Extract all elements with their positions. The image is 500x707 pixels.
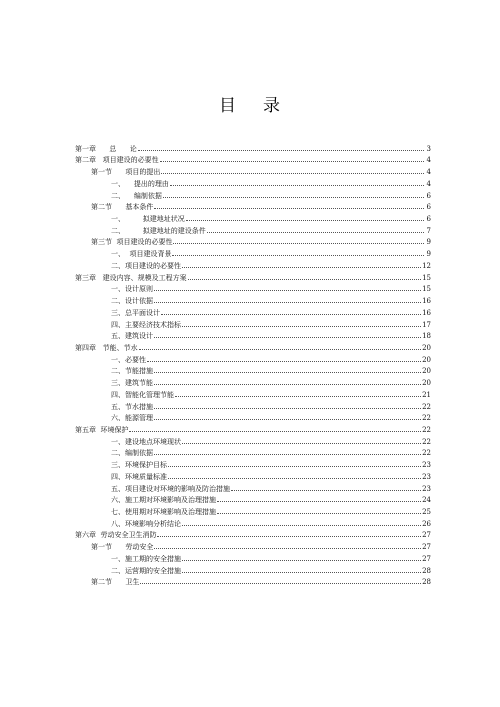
toc-entry-label: 第三节 项目建设的必要性 — [91, 238, 173, 247]
toc-entry-label: 第二节 卫生 — [91, 578, 140, 587]
toc-entry[interactable] — [75, 457, 431, 469]
toc-entry[interactable] — [75, 399, 431, 411]
toc-leader-dots — [154, 383, 421, 385]
table-of-contents — [75, 141, 431, 586]
toc-entry-page-number: 18 — [422, 332, 431, 341]
toc-entry[interactable] — [75, 411, 431, 423]
toc-entry-page-number: 21 — [422, 390, 431, 399]
toc-entry-label: 五、建筑设计 — [111, 332, 153, 341]
toc-entry-page-number: 16 — [422, 308, 431, 317]
toc-entry-label: 四、智能化管理节能 — [111, 390, 174, 399]
toc-entry[interactable] — [75, 528, 431, 540]
toc-entry-page-number: 16 — [422, 297, 431, 306]
toc-entry-page-number: 27 — [422, 543, 431, 552]
toc-entry[interactable] — [75, 375, 431, 387]
toc-leader-dots — [154, 407, 421, 409]
toc-entry[interactable] — [75, 352, 431, 364]
toc-leader-dots — [154, 289, 421, 291]
toc-entry[interactable] — [75, 446, 431, 458]
toc-leader-dots — [154, 371, 421, 373]
toc-entry-label: 一、建设地点环境现状 — [111, 437, 181, 446]
toc-entry-label: 四、主要经济技术指标 — [111, 320, 181, 329]
toc-entry[interactable] — [75, 141, 431, 153]
toc-entry-label: 一、施工期的安全措施 — [111, 554, 181, 563]
toc-entry-page-number: 27 — [422, 531, 431, 540]
toc-entry-page-number: 22 — [422, 402, 431, 411]
title-char-left: 目 — [219, 96, 237, 116]
toc-entry-page-number: 6 — [426, 203, 431, 212]
toc-leader-dots — [182, 571, 421, 573]
toc-entry-page-number: 7 — [426, 226, 431, 235]
toc-entry-page-number: 12 — [422, 261, 431, 270]
toc-entry[interactable] — [75, 211, 431, 223]
toc-entry-page-number: 22 — [422, 449, 431, 458]
toc-leader-dots — [186, 219, 424, 221]
toc-leader-dots — [154, 336, 421, 338]
toc-leader-dots — [147, 360, 421, 362]
toc-entry-page-number: 9 — [426, 250, 431, 259]
toc-leader-dots — [157, 535, 421, 537]
toc-entry-label: 八、环境影响分析结论 — [111, 519, 181, 528]
toc-entry-page-number: 9 — [426, 238, 431, 247]
toc-leader-dots — [170, 184, 424, 186]
toc-entry-page-number: 15 — [422, 285, 431, 294]
toc-entry-page-number: 23 — [422, 484, 431, 493]
toc-leader-dots — [173, 242, 424, 244]
toc-leader-dots — [154, 418, 421, 420]
toc-entry-label: 三、总平面设计 — [111, 308, 160, 317]
toc-entry[interactable] — [75, 235, 431, 247]
toc-entry-page-number: 6 — [426, 191, 431, 200]
toc-entry-label: 第一节 劳动安全 — [91, 543, 154, 552]
toc-entry-label: 第四章 节能、节水 — [75, 343, 138, 352]
toc-leader-dots — [168, 465, 421, 467]
toc-leader-dots — [182, 524, 421, 526]
toc-entry-page-number: 22 — [422, 414, 431, 423]
toc-entry-page-number: 17 — [422, 320, 431, 329]
toc-entry-label: 第一节 项目的提出 — [91, 168, 161, 177]
toc-entry-page-number: 20 — [422, 355, 431, 364]
toc-entry-label: 二、节能措施 — [111, 367, 153, 376]
toc-entry-page-number: 15 — [422, 273, 431, 282]
toc-entry[interactable] — [75, 469, 431, 481]
toc-leader-dots — [188, 278, 421, 280]
toc-leader-dots — [154, 453, 421, 455]
toc-leader-dots — [168, 477, 421, 479]
toc-leader-dots — [163, 196, 424, 198]
toc-leader-dots — [217, 512, 421, 514]
toc-leader-dots — [129, 430, 421, 432]
toc-entry-label: 三、建筑节能 — [111, 379, 153, 388]
toc-leader-dots — [139, 348, 421, 350]
toc-leader-dots — [161, 313, 421, 315]
toc-leader-dots — [217, 500, 421, 502]
toc-entry[interactable] — [75, 293, 431, 305]
toc-entry[interactable] — [75, 481, 431, 493]
toc-entry-label: 第二章 项目建设的必要性 — [75, 156, 159, 165]
toc-leader-dots — [154, 207, 424, 209]
toc-entry-label: 一、必要性 — [111, 355, 146, 364]
toc-entry-label: 第一章 总 论 — [75, 144, 137, 153]
toc-entry[interactable] — [75, 340, 431, 352]
toc-entry[interactable] — [75, 246, 431, 258]
toc-entry[interactable] — [75, 516, 431, 528]
toc-entry[interactable] — [75, 434, 431, 446]
toc-entry-page-number: 20 — [422, 379, 431, 388]
toc-entry[interactable] — [75, 422, 431, 434]
toc-entry-page-number: 26 — [422, 519, 431, 528]
toc-entry-label: 六、施工期对环境影响及治理措施 — [111, 496, 216, 505]
toc-entry-page-number: 22 — [422, 425, 431, 434]
toc-entry-page-number: 22 — [422, 437, 431, 446]
toc-leader-dots — [182, 266, 421, 268]
toc-leader-dots — [207, 231, 424, 233]
toc-leader-dots — [172, 254, 424, 256]
toc-entry-page-number: 28 — [422, 566, 431, 575]
toc-entry[interactable] — [75, 164, 431, 176]
toc-entry[interactable] — [75, 504, 431, 516]
toc-entry-label: 五、项目建设对环境的影响及防治措施 — [111, 484, 230, 493]
toc-entry[interactable] — [75, 364, 431, 376]
toc-entry-label: 五、节水措施 — [111, 402, 153, 411]
toc-leader-dots — [182, 559, 421, 561]
toc-entry-page-number: 4 — [426, 179, 431, 188]
toc-leader-dots — [154, 547, 421, 549]
toc-entry[interactable] — [75, 200, 431, 212]
toc-entry[interactable] — [75, 258, 431, 270]
toc-entry[interactable] — [75, 153, 431, 165]
toc-entry-label: 一、 拟建地址状况 — [111, 215, 185, 224]
toc-entry[interactable] — [75, 270, 431, 282]
toc-leader-dots — [161, 172, 424, 174]
toc-entry-page-number: 6 — [426, 215, 431, 224]
toc-entry-label: 第二节 基本条件 — [91, 203, 154, 212]
toc-entry-page-number: 20 — [422, 367, 431, 376]
toc-entry[interactable] — [75, 176, 431, 188]
toc-entry-page-number: 25 — [422, 508, 431, 516]
toc-entry[interactable] — [75, 223, 431, 235]
toc-leader-dots — [160, 160, 424, 162]
toc-entry-page-number: 23 — [422, 461, 431, 470]
toc-leader-dots — [140, 582, 421, 584]
toc-entry-label: 三、环境保护目标 — [111, 461, 167, 470]
toc-entry-label: 第五章 环境保护 — [75, 425, 129, 434]
toc-leader-dots — [154, 301, 421, 303]
toc-entry[interactable] — [75, 539, 431, 551]
toc-entry-label: 六、能源管理 — [111, 414, 153, 423]
toc-entry-page-number: 27 — [422, 554, 431, 563]
toc-leader-dots — [231, 489, 421, 491]
toc-entry-page-number: 4 — [426, 168, 431, 177]
toc-entry[interactable] — [75, 563, 431, 575]
toc-entry-label: 一、 项目建设背景 — [111, 250, 172, 259]
toc-entry[interactable] — [75, 329, 431, 341]
toc-entry-label: 第三章 建设内容、规模及工程方案 — [75, 273, 187, 282]
toc-entry-page-number: 3 — [426, 144, 431, 153]
toc-leader-dots — [175, 395, 421, 397]
toc-entry-label: 二、运营期的安全措施 — [111, 566, 181, 575]
toc-leader-dots — [138, 149, 424, 151]
toc-leader-dots — [182, 442, 421, 444]
toc-entry-page-number: 24 — [422, 496, 431, 505]
toc-entry[interactable] — [75, 493, 431, 505]
toc-entry-label: 二、 拟建地址的建设条件 — [111, 226, 206, 235]
toc-entry-label: 二、编制依据 — [111, 449, 153, 458]
toc-entry[interactable] — [75, 317, 431, 329]
toc-entry-page-number: 20 — [422, 343, 431, 352]
toc-entry-label: 二、设计依据 — [111, 297, 153, 306]
toc-entry-label: 一、设计原则 — [111, 285, 153, 294]
toc-entry-label: 一、 提出的理由 — [111, 179, 169, 188]
toc-entry[interactable] — [75, 188, 431, 200]
toc-entry[interactable] — [75, 387, 431, 399]
toc-entry[interactable] — [75, 575, 431, 587]
toc-entry-label: 四、环境质量标准 — [111, 472, 167, 481]
toc-entry-label: 二、 编制依据 — [111, 191, 162, 200]
toc-entry[interactable] — [75, 551, 431, 563]
toc-entry-label: 第六章 劳动安全卫生消防 — [75, 531, 157, 540]
toc-entry-page-number: 23 — [422, 472, 431, 481]
toc-leader-dots — [182, 325, 421, 327]
toc-entry-label: 二、项目建设的必要性 — [111, 261, 181, 270]
toc-entry-page-number: 28 — [422, 578, 431, 587]
toc-entry-label: 七、使用期对环境影响及治理措施 — [111, 508, 216, 516]
title-char-right: 录 — [263, 96, 281, 116]
page-title — [0, 91, 500, 116]
toc-entry-page-number: 4 — [426, 156, 431, 165]
toc-entry[interactable] — [75, 282, 431, 294]
toc-entry[interactable] — [75, 305, 431, 317]
